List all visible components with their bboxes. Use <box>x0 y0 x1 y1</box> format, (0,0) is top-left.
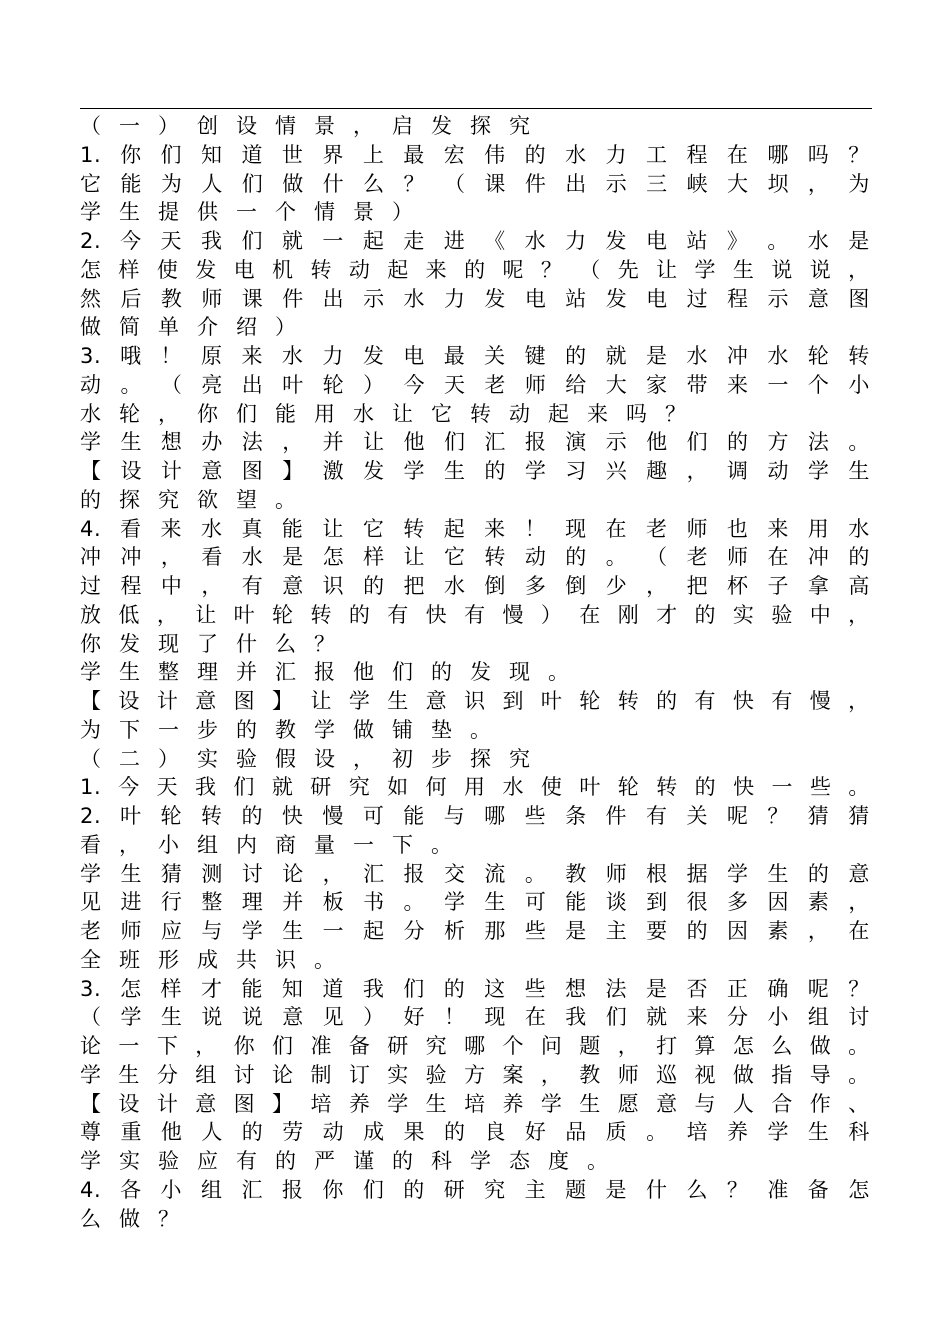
text-line: 动 。 （ 亮 出 叶 轮 ） 今 天 老 师 给 大 家 带 来 一 个 小 <box>80 372 870 397</box>
text-line: （ 二 ） 实 验 假 设 ， 初 步 探 究 <box>80 746 531 771</box>
text-line: 看 ， 小 组 内 商 量 一 下 。 <box>80 832 453 857</box>
text-line: 学 生 猜 测 讨 论 ， 汇 报 交 流 。 教 师 根 据 学 生 的 意 <box>80 861 870 886</box>
text-line: 它 能 为 人 们 做 什 么 ？ （ 课 件 出 示 三 峡 大 坝 ， 为 <box>80 171 870 196</box>
text-line: 2. 今 天 我 们 就 一 起 走 进 《 水 力 发 电 站 》 。 水 是 <box>80 229 870 253</box>
text-line: 学 生 提 供 一 个 情 景 ） <box>80 200 414 225</box>
text-line: 1. 你 们 知 道 世 界 上 最 宏 伟 的 水 力 工 程 在 哪 吗 ？ <box>80 142 870 167</box>
text-line: 见 进 行 整 理 并 板 书 。 学 生 可 能 谈 到 很 多 因 素 ， <box>80 890 870 915</box>
text-line: 做 简 单 介 绍 ） <box>80 315 297 340</box>
text-line: 1. 今 天 我 们 就 研 究 如 何 用 水 使 叶 轮 转 的 快 一 些 。 <box>80 775 870 800</box>
document-body <box>80 112 870 1233</box>
text-line: 过 程 中 ， 有 意 识 的 把 水 倒 多 倒 少 ， 把 杯 子 拿 高 <box>80 574 870 598</box>
text-line: 么 做 ？ <box>80 1206 180 1231</box>
text-line: 3. 哦 ！ 原 来 水 力 发 电 最 关 键 的 就 是 水 冲 水 轮 转 <box>80 344 870 368</box>
text-line: 学 生 整 理 并 汇 报 他 们 的 发 现 。 <box>80 660 570 685</box>
text-line: 3. 怎 样 才 能 知 道 我 们 的 这 些 想 法 是 否 正 确 呢 ？ <box>80 976 870 1001</box>
text-line: 学 实 验 应 有 的 严 谨 的 科 学 态 度 。 <box>80 1149 609 1173</box>
text-line: 水 轮 ， 你 们 能 用 水 让 它 转 动 起 来 吗 ？ <box>80 401 687 426</box>
text-line: 老 师 应 与 学 生 一 起 分 析 那 些 是 主 要 的 因 素 ， 在 <box>80 919 870 943</box>
text-line: 4. 各 小 组 汇 报 你 们 的 研 究 主 题 是 什 么 ？ 准 备 怎 <box>80 1177 870 1202</box>
text-line: 冲 冲 ， 看 水 是 怎 样 让 它 转 动 的 。 （ 老 师 在 冲 的 <box>80 545 870 570</box>
text-line: 学 生 想 办 法 ， 并 让 他 们 汇 报 演 示 他 们 的 方 法 。 <box>80 430 870 455</box>
text-line: 【 设 计 意 图 】 培 养 学 生 培 养 学 生 愿 意 与 人 合 作 、 <box>80 1091 870 1116</box>
text-line: 4. 看 来 水 真 能 让 它 转 起 来 ！ 现 在 老 师 也 来 用 水 <box>80 516 870 541</box>
text-line: 怎 样 使 发 电 机 转 动 起 来 的 呢 ？ （ 先 让 学 生 说 说 ， <box>80 257 870 282</box>
text-line: 全 班 形 成 共 识 。 <box>80 947 336 972</box>
header-rule <box>80 108 872 109</box>
text-line: 【 设 计 意 图 】 激 发 学 生 的 学 习 兴 趣 ， 调 动 学 生 <box>80 459 870 483</box>
text-line: 放 低 ， 让 叶 轮 转 的 有 快 有 慢 ） 在 刚 才 的 实 验 中 ， <box>80 602 870 627</box>
text-line: （ 一 ） 创 设 情 景 ， 启 发 探 究 <box>80 114 531 138</box>
text-line: 【 设 计 意 图 】 让 学 生 意 识 到 叶 轮 转 的 有 快 有 慢 ， <box>80 689 870 713</box>
text-line: 论 一 下 ， 你 们 准 备 研 究 哪 个 问 题 ， 打 算 怎 么 做 。 <box>80 1034 870 1058</box>
text-line: （ 学 生 说 说 意 见 ） 好 ！ 现 在 我 们 就 来 分 小 组 讨 <box>80 1005 870 1030</box>
text-line: 学 生 分 组 讨 论 制 订 实 验 方 案 ， 教 师 巡 视 做 指 导 。 <box>80 1062 870 1087</box>
text-line: 尊 重 他 人 的 劳 动 成 果 的 良 好 品 质 。 培 养 学 生 科 <box>80 1120 870 1145</box>
text-line: 2. 叶 轮 转 的 快 慢 可 能 与 哪 些 条 件 有 关 呢 ？ 猜 猜 <box>80 804 870 828</box>
text-line: 的 探 究 欲 望 。 <box>80 487 297 512</box>
text-line: 你 发 现 了 什 么 ？ <box>80 631 336 656</box>
text-line: 然 后 教 师 课 件 出 示 水 力 发 电 站 发 电 过 程 示 意 图 <box>80 286 870 311</box>
text-line: 为 下 一 步 的 教 学 做 铺 垫 。 <box>80 717 492 742</box>
